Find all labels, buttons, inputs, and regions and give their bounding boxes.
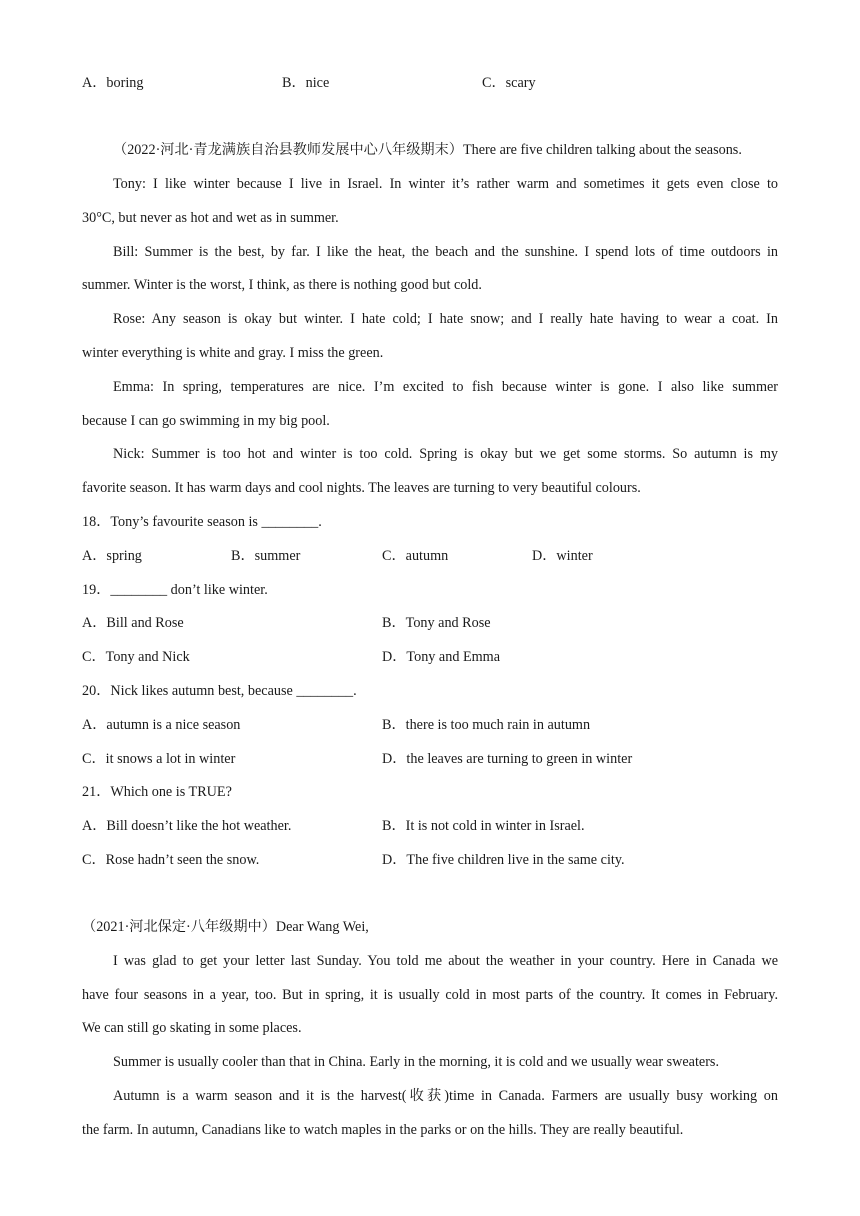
passage-intro: （2021·河北保定·八年级期中）Dear Wang Wei, — [82, 919, 369, 935]
passage-line: We can still go skating in some places. — [82, 1020, 302, 1036]
option-c: C．autumn — [382, 548, 449, 564]
passage-line: favorite season. It has warm days and cool nights. The leaves are turning to very beautiful colours. — [82, 480, 641, 496]
passage-line: Bill: Summer is the best, by far. I like the heat, the beach and the sunshine. I spend lots of time outdoors in — [113, 244, 778, 260]
option-c: C．scary — [482, 75, 536, 91]
passage-line: I was glad to get your letter last Sunday. You told me about the weather in your country. Here in Canada we — [113, 953, 778, 969]
option-c: C．Tony and Nick — [82, 649, 190, 665]
passage-line: 30°C, but never as hot and wet as in summer. — [82, 210, 339, 226]
passage-line: Nick: Summer is too hot and winter is too cold. Spring is okay but we get some storms. So autumn is my — [113, 446, 778, 462]
option-b: B．Tony and Rose — [382, 615, 491, 631]
option-b: B．there is too much rain in autumn — [382, 717, 591, 733]
question-stem: 19．________ don’t like winter. — [82, 582, 268, 598]
option-a: A．Bill doesn’t like the hot weather. — [82, 818, 292, 834]
option-b: B．It is not cold in winter in Israel. — [382, 818, 585, 834]
option-a: A．boring — [82, 75, 144, 91]
passage-line: summer. Winter is the worst, I think, as there is nothing good but cold. — [82, 277, 482, 293]
option-b: B．nice — [282, 75, 330, 91]
option-d: D．the leaves are turning to green in winter — [382, 751, 633, 767]
option-a: A．Bill and Rose — [82, 615, 184, 631]
question-stem: 21．Which one is TRUE? — [82, 784, 232, 800]
passage-line: Autumn is a warm season and it is the harvest(收获)time in Canada. Farmers are usually busy working on — [113, 1088, 778, 1104]
option-c: C．Rose hadn’t seen the snow. — [82, 852, 260, 868]
passage-line: Emma: In spring, temperatures are nice. I’m excited to fish because winter is gone. I also like summer — [113, 379, 778, 395]
option-a: A．autumn is a nice season — [82, 717, 241, 733]
option-b: B．summer — [231, 548, 301, 564]
option-d: D．Tony and Emma — [382, 649, 501, 665]
passage-line: have four seasons in a year, too. But in spring, it is usually cold in most parts of the country. It comes in February. — [82, 987, 778, 1003]
option-c: C．it snows a lot in winter — [82, 751, 236, 767]
option-d: D．The five children live in the same city. — [382, 852, 625, 868]
question-stem: 20．Nick likes autumn best, because ________. — [82, 683, 357, 699]
passage-line: the farm. In autumn, Canadians like to watch maples in the parks or on the hills. They are really beautiful. — [82, 1122, 684, 1138]
passage-line: because I can go swimming in my big pool. — [82, 413, 330, 429]
passage-line: Summer is usually cooler than that in China. Early in the morning, it is cold and we usually wear sweaters. — [113, 1054, 719, 1070]
passage-line: Rose: Any season is okay but winter. I hate cold; I hate snow; and I really hate having to wear a coat. In — [113, 311, 778, 327]
passage-line: winter everything is white and gray. I miss the green. — [82, 345, 384, 361]
question-stem: 18．Tony’s favourite season is ________. — [82, 514, 322, 530]
passage-intro: （2022·河北·青龙满族自治县教师发展中心八年级期末）There are five children talking about the seasons. — [113, 142, 742, 158]
option-a: A．spring — [82, 548, 142, 564]
passage-line: Tony: I like winter because I live in Israel. In winter it’s rather warm and sometimes it gets even close to — [113, 176, 778, 192]
option-d: D．winter — [532, 548, 593, 564]
